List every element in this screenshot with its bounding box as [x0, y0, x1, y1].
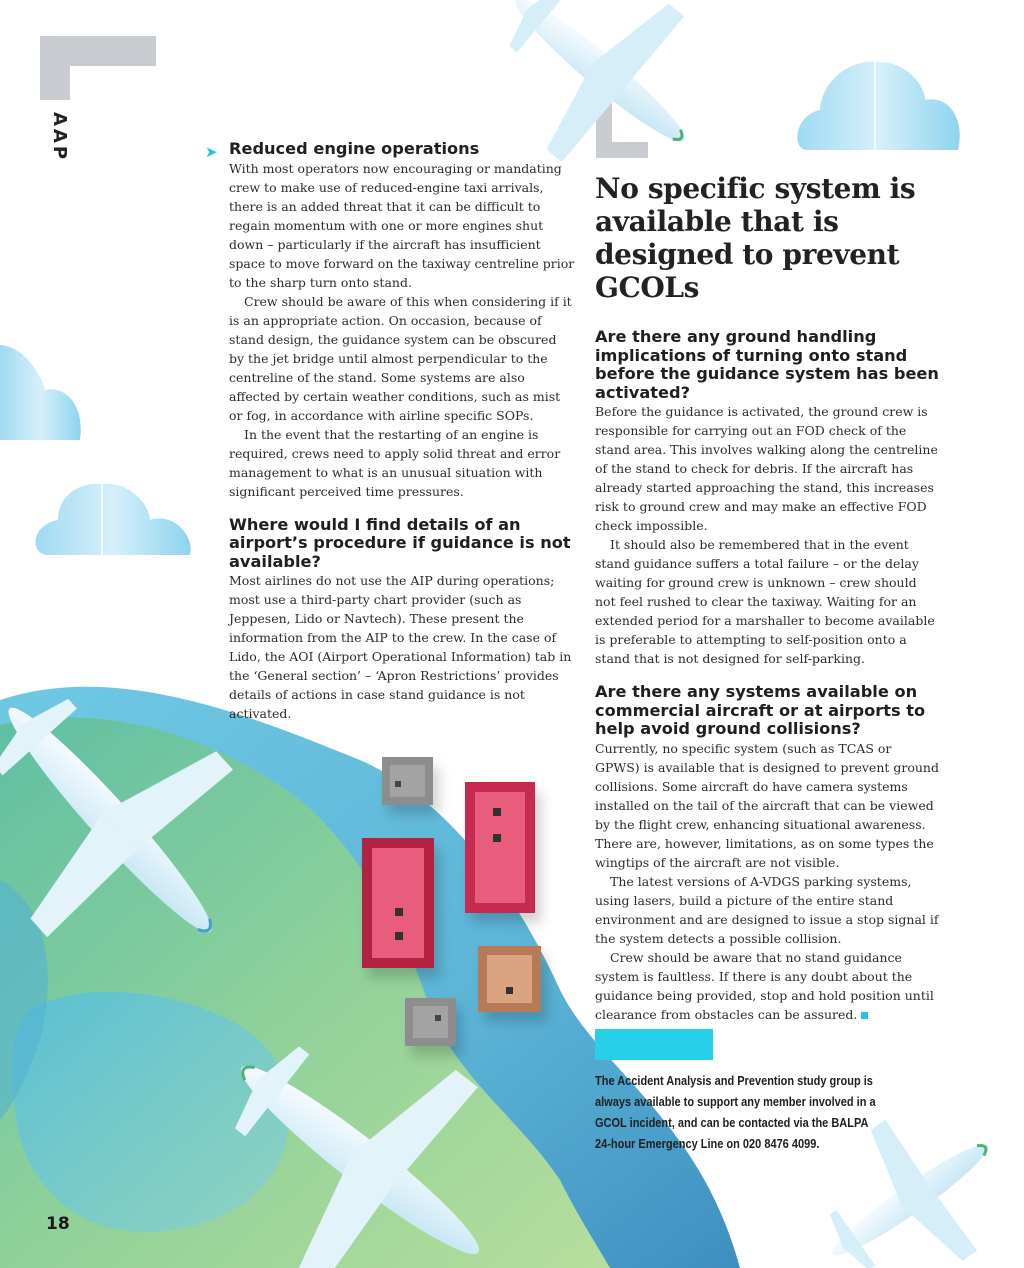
right-column: [595, 172, 940, 1024]
body-paragraph: Most airlines do not use the AIP during operations; most use a third-party chart provider (such as Jeppesen, Lido or Navtech). These present the information from the AIP to the crew. In the case of Lido, the AOI (Airport Operational Information) tab in the ‘General section’ – ‘Apron Restrictions’ provides details of actions in case stand guidance is not activated.: [229, 573, 572, 721]
cloud-icon: [36, 484, 191, 555]
left-column: [229, 140, 575, 723]
triangle-right-icon: ➤: [205, 143, 218, 161]
building-icon: [478, 946, 541, 1012]
square-end-mark-icon: [861, 1012, 868, 1019]
closing-text: Crew should be aware that no stand guidance system is faultless. If there is any doubt about the guidance being provided, stop and hold position until clearance from obstacles can be assured.: [595, 949, 934, 1022]
page-number: 18: [46, 1214, 70, 1234]
section-heading: Reduced engine operations: [229, 139, 480, 158]
building-icon: [362, 838, 434, 968]
body-paragraph: Crew should be aware of this when considering if it is an appropriate action. On occasion, because of stand design, the guidance system can be obscured by the jet bridge until almost perpendicular to the centreline of the stand. Some systems are also affected by certain weather conditions, such as mist or fog, in accordance with airline specific SOPs.: [229, 293, 572, 423]
cloud-icon: [0, 345, 81, 440]
building-icon: [465, 782, 535, 913]
section-heading: Are there any systems available on commercial aircraft or at airports to help avoid ground collisions?: [595, 682, 926, 738]
section-heading: Where would I find details of an airport’s procedure if guidance is not available?: [229, 514, 571, 571]
section-heading: Are there any ground handling implications of turning onto stand before the guidance system has been activated?: [595, 327, 939, 402]
body-paragraph: The latest versions of A-VDGS parking systems, using lasers, build a picture of the entire stand environment and are designed to issue a stop signal if the system detects a possible collision.: [595, 873, 939, 946]
body-paragraph: With most operators now encouraging or mandating crew to make use of reduced-engine taxi arrivals, there is an added threat that it can be difficult to regain momentum with one or more engines shut down – particularly if the aircraft has insufficient space to move forward on the taxiway centreline prior to the sharp turn onto stand.: [229, 160, 575, 290]
info-box-accent-bar: [595, 1029, 713, 1060]
pull-quote: No specific system is available that is designed to prevent GCOLs: [595, 172, 916, 304]
section-tab-label: AAP: [49, 112, 70, 163]
building-icon: [382, 757, 433, 805]
info-box-text: The Accident Analysis and Prevention study group is always available to support any member involved in a GCOL incident, and can be contacted via the BALPA 24-hour Emergency Line on 020 8476 4099.: [595, 1074, 876, 1151]
corner-mark: [40, 36, 156, 100]
cloud-icon: [797, 62, 959, 150]
body-paragraph: In the event that the restarting of an engine is required, crews need to apply solid threat and error management to what is an unusual situation with significant perceived time pressures.: [229, 426, 561, 499]
body-paragraph: It should also be remembered that in the event stand guidance suffers a total failure – or the delay waiting for ground crew is unknown – crew should not feel rushed to clear the taxiway. Waiting for an extended period for a marshaller to become available is preferable to attempting to self-position onto a stand that is not designed for self-parking.: [595, 537, 935, 666]
building-icon: [405, 998, 456, 1046]
body-paragraph: Before the guidance is activated, the ground crew is responsible for carrying out an FOD check of the stand area. This involves walking along the centreline of the stand to check for debris. If the aircraft has already started approaching the stand, this increases risk to ground crew and may make an effective FOD check impossible.: [595, 404, 938, 533]
body-paragraph: [595, 948, 940, 1024]
body-paragraph: Currently, no specific system (such as TCAS or GPWS) is available that is designed to prevent ground collisions. Some aircraft do have camera systems installed on the tail of the aircraft that can be viewed by the flight crew, enhancing situational awareness. There are, however, limitations, as on some types the wingtips of the aircraft are not visible.: [595, 740, 939, 870]
